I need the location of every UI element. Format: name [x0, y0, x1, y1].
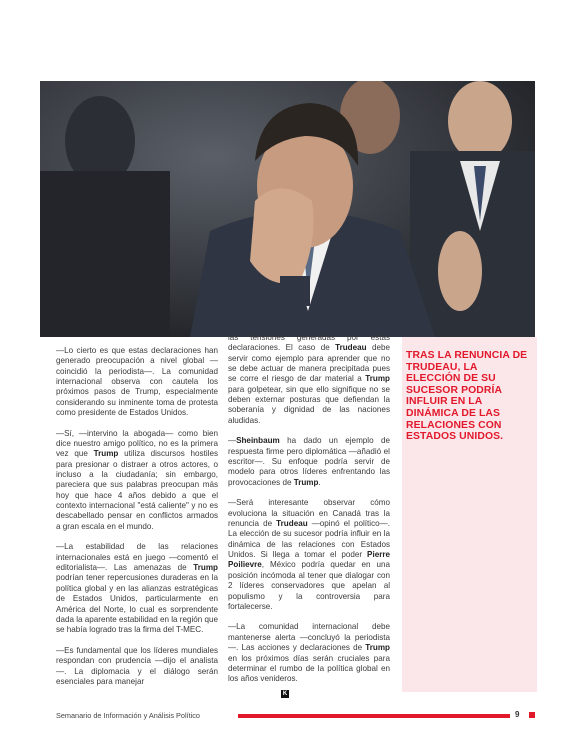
- article-end-mark: K: [282, 691, 288, 697]
- paragraph: —Será interesante observar cómo evoluciona la situación en Canadá tras la renuncia de Trudeau —opinó el político—. La elección de su sucesor podría influir en la dinámica de las relaciones con Estados Unidos. Si llega a tomar el poder Pierre Poilievre, México podría quedar en una posición incómoda al tener que dialogar con 2 líderes conservadores que apelan al populismo y la controversia para fortalecerse.: [228, 498, 390, 611]
- paragraph: —Lo cierto es que estas declaraciones han generado preocupación a nivel global —coincidió la periodista—. La comunidad internacional observa con cautela los próximos pasos de Trump, especialmente considerando su inminente toma de protesta como presidente de Estados Unidos.: [56, 346, 218, 418]
- paragraph: —Sí, —intervino la abogada— como bien dice nuestro amigo político, no es la primera vez que Trump utiliza discursos hostiles para presionar o distraer a otros actores, o incluso a la ciudadanía; sin embargo, pareciera que sus palabras preocupan más hoy que hace 4 años debido a que el contexto internacional "está caliente" y no es descabellado pensar en conflictos armados a gran escala en el mundo.: [56, 428, 218, 531]
- footer-rule: [238, 714, 510, 718]
- pullquote-text: TRAS LA RENUNCIA DE TRUDEAU, LA ELECCIÓN DE SU SUCESOR PODRÍA INFLUIR EN LA DINÁMICA DE LAS RELACIONES CON ESTADOS UNIDOS.: [406, 350, 528, 443]
- name-highlight: Trump: [193, 563, 218, 573]
- article-column-1: [56, 346, 218, 698]
- article-column-2: [228, 333, 390, 695]
- name-highlight: Sheinbaum: [236, 436, 280, 446]
- paragraph: las tensiones generadas por estas declaraciones. El caso de Trudeau debe servir como ejemplo para aprender que no se debe actuar de manera precipitada pues se corre el riesgo de dar material a Trump para golpetear, sin que ello signifique no se deben externar posturas que defiendan la soberanía y dignidad de las naciones aludidas.: [228, 333, 390, 425]
- name-highlight: Pierre Poilievre: [228, 550, 390, 570]
- page-number: 9: [515, 710, 520, 719]
- article-photo: [40, 81, 535, 337]
- name-highlight: Trudeau: [335, 343, 367, 353]
- name-highlight: Trump: [365, 374, 390, 384]
- paragraph: —Sheinbaum ha dado un ejemplo de respuesta firme pero diplomática —añadió el escritor—. Su enfoque podría servir de modelo para otros líderes enfrentando las provocaciones de Trump.: [228, 436, 390, 487]
- name-highlight: Trump: [293, 477, 319, 487]
- paragraph: —Es fundamental que los líderes mundiales respondan con prudencia —dijo el analista—. La diplomacia y el diálogo serán esenciales para manejar: [56, 645, 218, 686]
- footer-publication: Semanario de Información y Análisis Político: [56, 711, 200, 720]
- paragraph: —La estabilidad de las relaciones internacionales está en juego —comentó el editorialista—. Las amenazas de Trump podrían tener repercusiones duraderas en la política global y en las alianzas estratégicas de Estados Unidos, particularmente en América del Norte, lo cual es sorprendente dada la aparente estabilidad en la región que se había logrado tras la firma del T-MEC.: [56, 542, 219, 635]
- name-highlight: Trump: [93, 449, 119, 459]
- name-highlight: Trump: [365, 643, 390, 653]
- paragraph: —La comunidad internacional debe mantenerse alerta —concluyó la periodista—. Las acciones y declaraciones de Trump en los próximos días serán cruciales para determinar el rumbo de la política global en los años venideros.: [228, 622, 390, 684]
- name-highlight: Trudeau: [276, 519, 308, 529]
- photo-illustration: [40, 81, 535, 337]
- page-marker: [529, 712, 535, 718]
